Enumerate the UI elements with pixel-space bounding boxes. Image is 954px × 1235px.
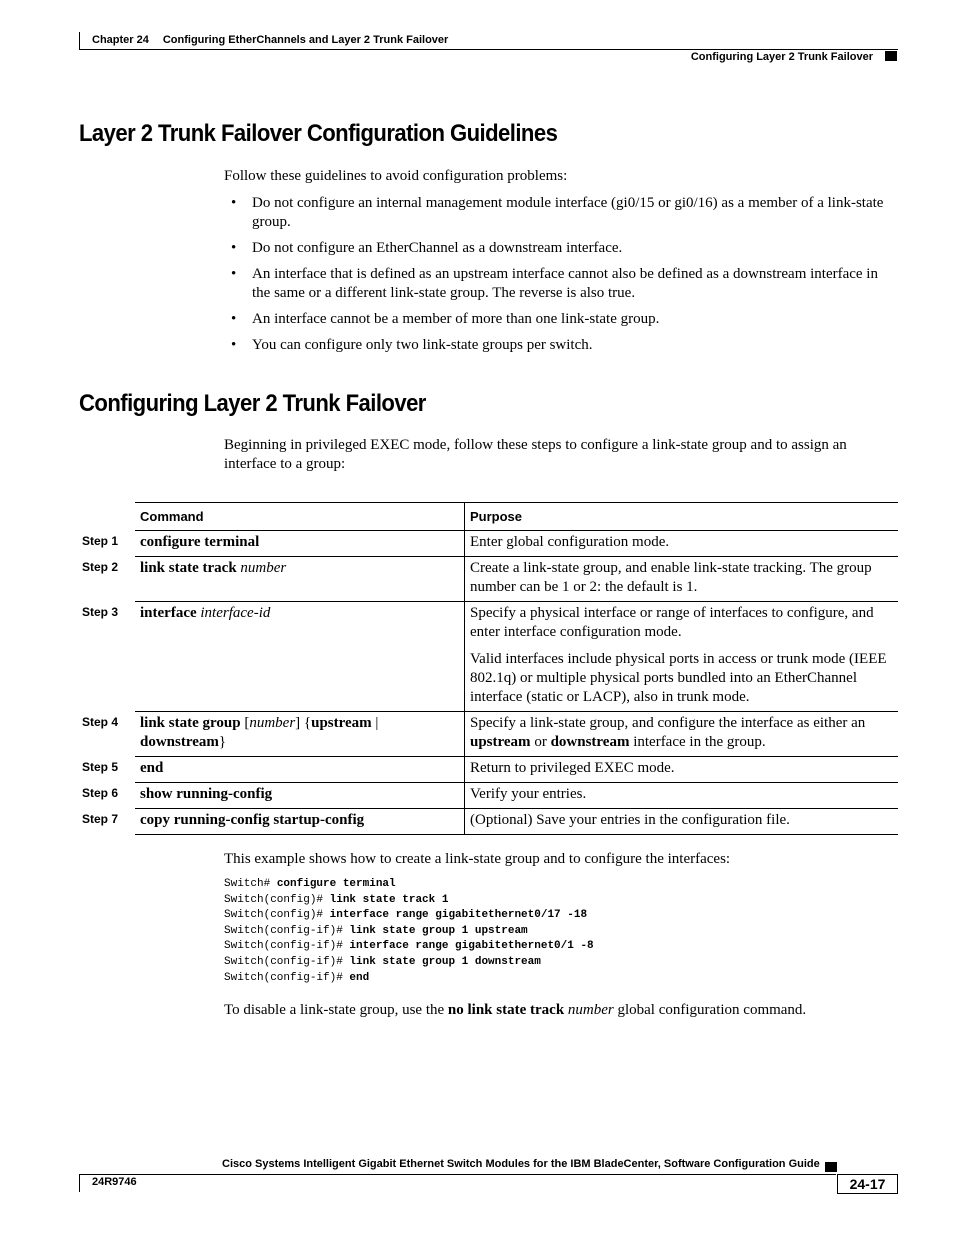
text-run: interface in the group. — [629, 734, 766, 750]
purpose-cell — [465, 757, 898, 782]
code-command: link state group 1 downstream — [349, 955, 541, 968]
footer-rule — [79, 1174, 836, 1175]
text-run: Verify your entries. — [470, 786, 587, 802]
header-rule — [79, 49, 898, 50]
footer-book-title: Cisco Systems Intelligent Gigabit Ethernet Switch Modules for the IBM BladeCenter, Software Configuration Guide — [222, 1158, 820, 1170]
text-run: downstream — [550, 734, 630, 750]
header-rule-vertical — [79, 32, 80, 50]
table-row — [135, 712, 898, 757]
running-header-chapter — [92, 34, 448, 46]
text-run: upstream — [311, 715, 372, 731]
table-row — [135, 783, 898, 809]
code-command: interface range gigabitethernet0/17 -18 — [329, 909, 588, 922]
footer-rule-vertical — [79, 1174, 80, 1192]
step-label: Step 5 — [82, 760, 119, 774]
steps-table — [135, 502, 898, 835]
code-command: configure terminal — [276, 878, 396, 890]
guidelines-heading: Layer 2 Trunk Failover Configuration Guidelines — [79, 120, 558, 147]
text-run: Specify a link-state group, and configure the interface as either an — [470, 715, 866, 731]
step-label: Step 2 — [82, 560, 119, 574]
step-label: Step 6 — [82, 786, 119, 800]
chapter-title: Configuring EtherChannels and Layer 2 Trunk Failover — [162, 34, 449, 46]
guideline-item: • You can configure only two link-state groups per switch. — [224, 336, 896, 355]
code-command: link state group 1 upstream — [349, 924, 528, 937]
guideline-item: • An interface cannot be a member of more than one link-state group. — [224, 310, 896, 329]
running-header-section: Configuring Layer 2 Trunk Failover — [690, 51, 873, 63]
text-run: configure terminal — [140, 534, 260, 550]
command-cell — [135, 809, 465, 834]
text-run: ] { — [295, 715, 312, 731]
code-prompt: Switch(config-if)# — [224, 940, 350, 953]
purpose-paragraph — [470, 785, 894, 804]
code-example — [224, 877, 594, 986]
table-header-row — [135, 502, 898, 531]
purpose-paragraph — [470, 714, 894, 752]
text-run: link state group — [140, 715, 241, 731]
purpose-cell — [465, 809, 898, 834]
purpose-cell — [465, 602, 898, 711]
table-row — [135, 809, 898, 835]
text-run: (Optional) Save your entries in the configuration file. — [470, 812, 790, 828]
text-run: number — [249, 715, 296, 731]
text-run: Specify a physical interface or range of interfaces to configure, and enter interface configuration mode. — [470, 605, 874, 640]
purpose-cell — [465, 557, 898, 601]
text-run: show running-config — [140, 786, 273, 802]
command-cell — [135, 783, 465, 808]
guidelines-list — [224, 194, 896, 362]
footer-marker — [825, 1162, 837, 1172]
code-line — [224, 924, 594, 940]
code-command: interface range gigabitethernet0/1 -8 — [349, 940, 594, 953]
purpose-paragraph — [470, 811, 894, 830]
text-run: upstream — [470, 734, 531, 750]
text-run: To disable a link-state group, use the — [224, 1002, 448, 1018]
code-prompt: Switch# — [224, 878, 277, 890]
command-cell — [135, 712, 465, 756]
code-line — [224, 955, 594, 971]
table-row — [135, 557, 898, 602]
text-run: interface — [140, 605, 197, 621]
text-run: Create a link-state group, and enable link-state tracking. The group number can be 1 or 2: the default is 1. — [470, 560, 872, 595]
text-run: Enter global configuration mode. — [470, 534, 670, 550]
text-run: link state track — [140, 560, 237, 576]
code-prompt: Switch(config)# — [224, 909, 330, 922]
command-cell — [135, 531, 465, 556]
text-run: Return to privileged EXEC mode. — [470, 760, 675, 776]
text-run: downstream — [140, 734, 219, 750]
command-cell — [135, 757, 465, 782]
purpose-cell — [465, 783, 898, 808]
code-prompt: Switch(config-if)# — [224, 971, 350, 984]
text-run: copy running-config startup-config — [140, 812, 365, 828]
chapter-number: Chapter 24 — [92, 34, 149, 46]
configuring-intro: Beginning in privileged EXEC mode, follow these steps to configure a link-state group and to assign an interface to a group: — [224, 437, 847, 472]
table-row — [135, 531, 898, 557]
purpose-paragraph — [470, 759, 894, 778]
code-line — [224, 877, 594, 893]
text-run: number — [240, 560, 287, 576]
configuring-heading: Configuring Layer 2 Trunk Failover — [79, 390, 426, 417]
code-command: link state track 1 — [329, 893, 449, 906]
step-label: Step 1 — [82, 534, 119, 548]
code-prompt: Switch(config-if)# — [224, 924, 350, 937]
text-run: Valid interfaces include physical ports in access or trunk mode (IEEE 802.1q) or multiple physical ports bundled into an EtherChannel interface (static or LACP), also in trunk mode. — [470, 651, 887, 705]
header-marker — [885, 51, 897, 61]
purpose-paragraph — [470, 650, 894, 707]
code-line — [224, 939, 594, 955]
code-line — [224, 971, 594, 987]
text-run: global configuration command. — [613, 1002, 807, 1018]
code-line — [224, 908, 594, 924]
guideline-item: • Do not configure an internal management module interface (gi0/15 or gi0/16) as a member of a link-state group. — [224, 194, 896, 232]
table-row — [135, 757, 898, 783]
guideline-item: • An interface that is defined as an upstream interface cannot also be defined as a downstream interface in the same or a different link-state group. The reverse is also true. — [224, 265, 896, 303]
disable-instruction — [224, 1001, 896, 1020]
text-run: interface-id — [200, 605, 271, 621]
code-prompt: Switch(config)# — [224, 893, 330, 906]
purpose-paragraph — [470, 533, 894, 552]
text-run: end — [140, 760, 164, 776]
table-row — [135, 602, 898, 712]
code-command: end — [349, 971, 370, 984]
step-label: Step 3 — [82, 605, 119, 619]
command-cell — [135, 557, 465, 601]
command-cell — [135, 602, 465, 711]
text-run: or — [530, 734, 551, 750]
text-run: number — [567, 1002, 614, 1018]
column-header-command: Command — [135, 503, 465, 530]
text-run: no link state track — [447, 1002, 565, 1018]
code-line — [224, 893, 594, 909]
guideline-item: • Do not configure an EtherChannel as a downstream interface. — [224, 239, 896, 258]
purpose-cell — [465, 531, 898, 556]
purpose-paragraph — [470, 604, 894, 642]
text-run: [ — [240, 715, 250, 731]
purpose-paragraph — [470, 559, 894, 597]
column-header-purpose: Purpose — [470, 509, 523, 524]
guidelines-intro: Follow these guidelines to avoid configuration problems: — [224, 168, 568, 184]
purpose-cell — [465, 712, 898, 756]
step-label: Step 7 — [82, 812, 119, 826]
text-run: } — [218, 734, 227, 750]
code-prompt: Switch(config-if)# — [224, 955, 350, 968]
step-label: Step 4 — [82, 715, 119, 729]
text-run: | — [371, 715, 379, 731]
example-intro: This example shows how to create a link-state group and to configure the interfaces: — [224, 851, 731, 867]
page-number: 24-17 — [837, 1174, 898, 1194]
footer-doc-number: 24R9746 — [92, 1176, 137, 1188]
